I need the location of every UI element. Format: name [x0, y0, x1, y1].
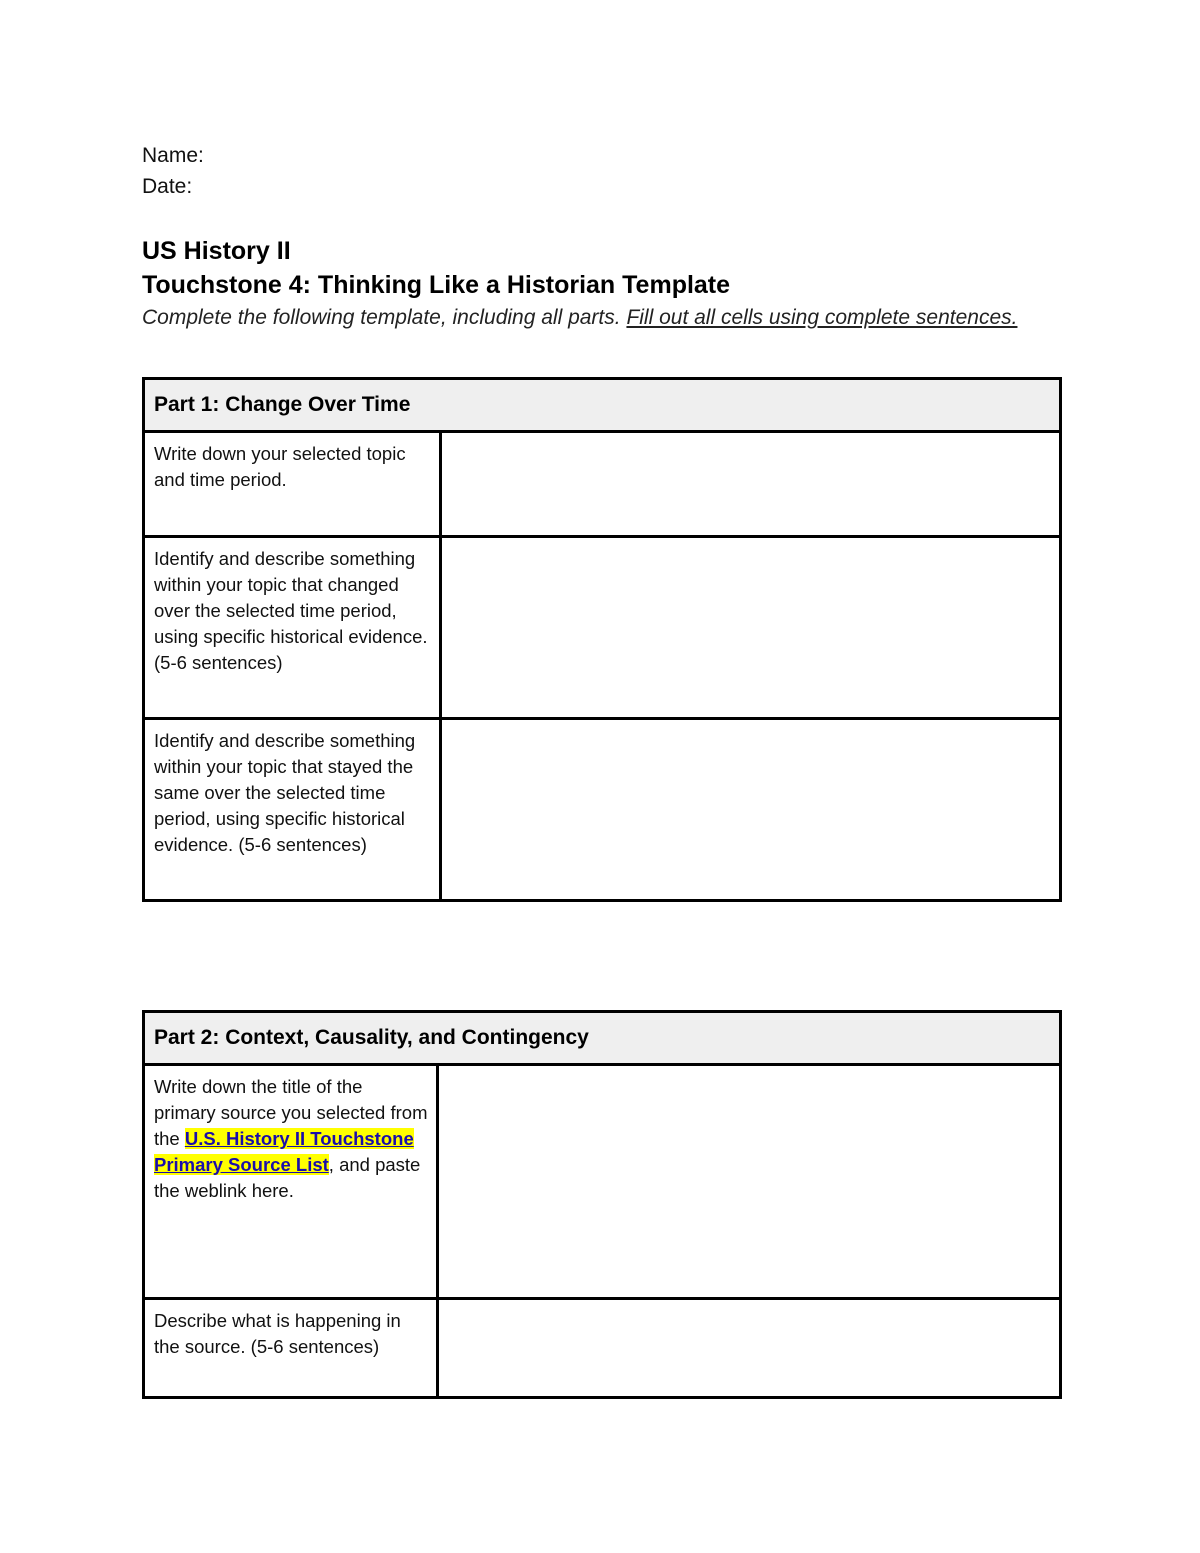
table-row [144, 432, 1061, 537]
instructions-underlined: Fill out all cells using complete sentences. [626, 306, 1018, 329]
prompt-text: Write down your selected topic and time period. [154, 443, 406, 490]
table-row [144, 1065, 1061, 1299]
prompt-text: Identify and describe something within your topic that stayed the same over the selected time period, using specific historical evidence. (5-6 sentences) [154, 730, 416, 855]
date-label: Date: [142, 175, 193, 198]
prompt-cell [144, 1065, 438, 1299]
prompt-cell [144, 719, 441, 901]
answer-cell[interactable] [441, 432, 1061, 537]
answer-cell[interactable] [438, 1065, 1061, 1299]
instructions-text: Complete the following template, including all parts. [142, 306, 627, 329]
prompt-text: Describe what is happening in the source. (5-6 sentences) [154, 1310, 401, 1357]
prompt-text-after: , and paste the weblink here. [154, 1154, 421, 1201]
table-row [144, 537, 1061, 719]
table-row [144, 719, 1061, 901]
table-row [144, 1299, 1061, 1398]
instructions [142, 302, 1022, 333]
prompt-cell [144, 537, 441, 719]
answer-cell[interactable] [441, 537, 1061, 719]
name-label: Name: [142, 144, 204, 167]
primary-source-list-link[interactable]: U.S. History II Touchstone Primary Source List [154, 1128, 414, 1175]
part2-heading: Part 2: Context, Causality, and Contingency [144, 1012, 1061, 1065]
part1-heading: Part 1: Change Over Time [144, 379, 1061, 432]
part2-table [142, 1010, 1062, 1399]
prompt-text-before: Write down the title of the primary source you selected from the [154, 1076, 428, 1149]
part1-table [142, 377, 1062, 902]
answer-cell[interactable] [438, 1299, 1061, 1398]
document-title: Touchstone 4: Thinking Like a Historian Template [142, 271, 731, 299]
prompt-cell [144, 1299, 438, 1398]
prompt-text [145, 1066, 436, 1204]
document-page [142, 140, 1062, 1357]
prompt-text: Identify and describe something within your topic that changed over the selected time period, using specific historical evidence. (5-6 sentences) [154, 548, 428, 673]
prompt-cell [144, 432, 441, 537]
answer-cell[interactable] [441, 719, 1061, 901]
course-title: US History II [142, 237, 291, 265]
